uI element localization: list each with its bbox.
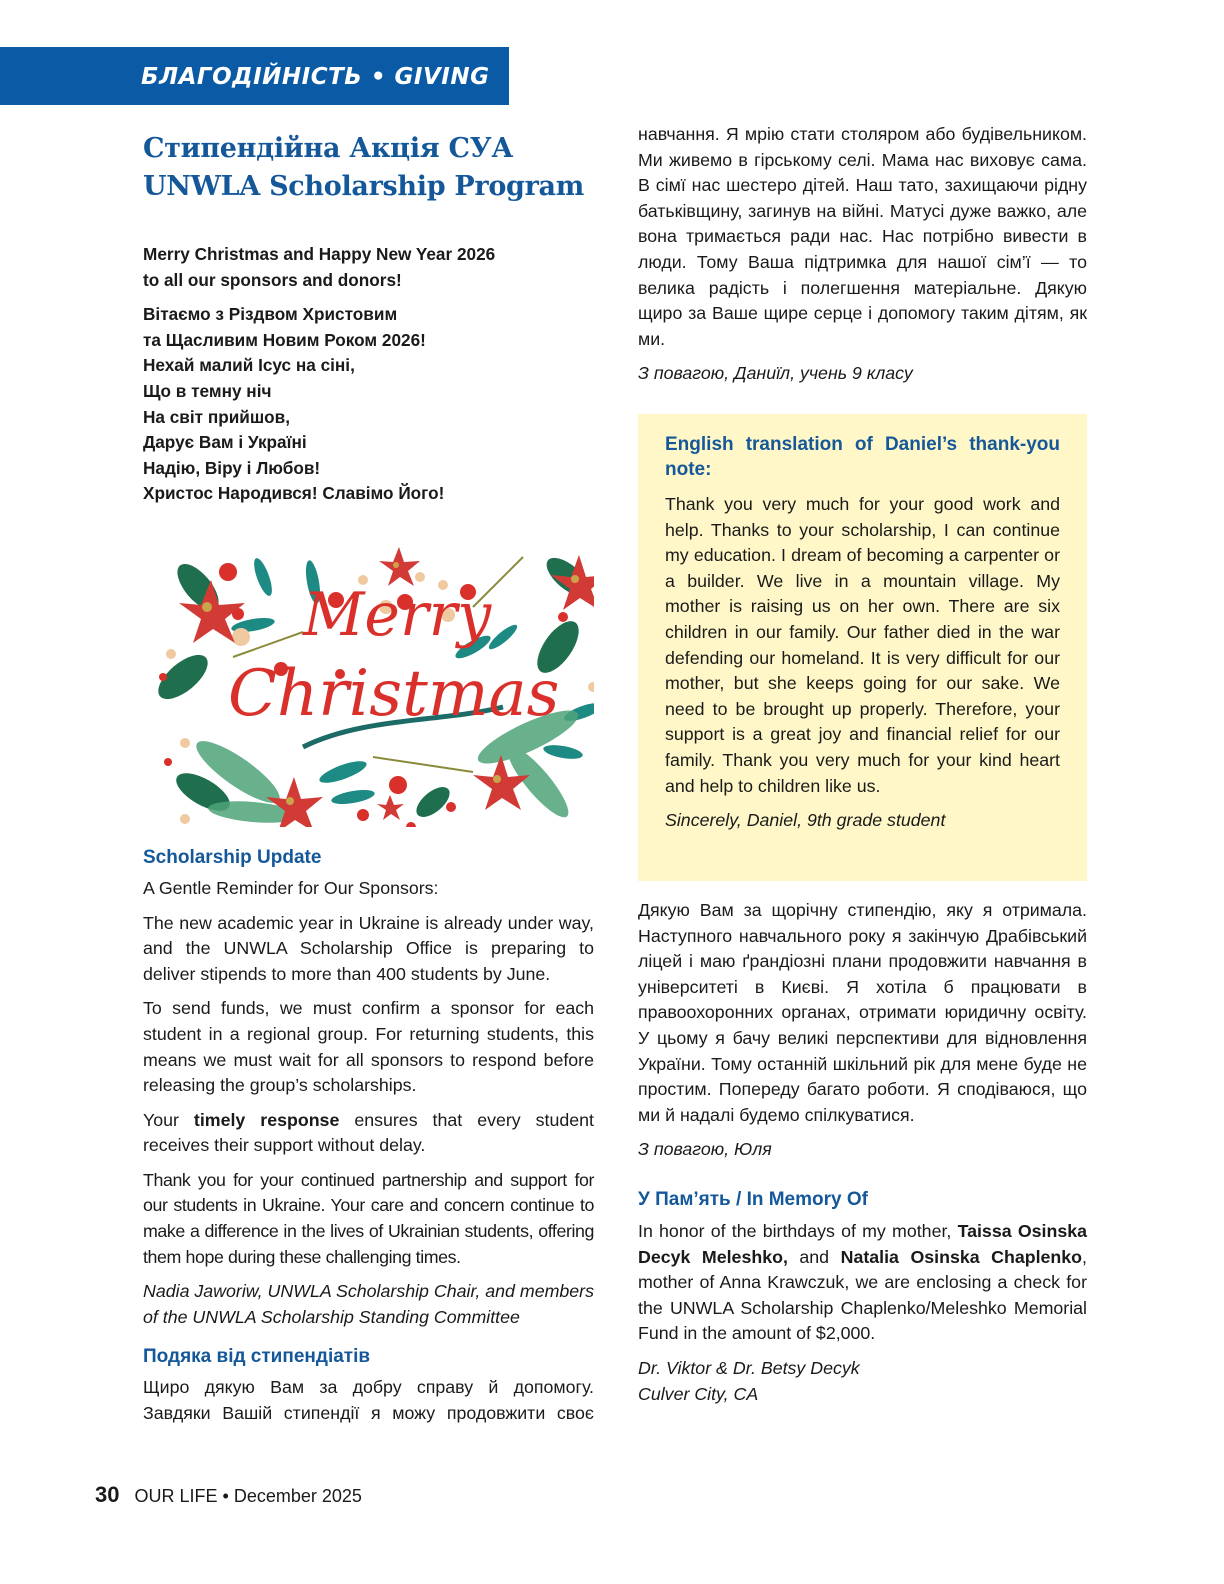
section-label: БЛАГОДІЙНІСТЬ • GIVING (141, 64, 490, 90)
paragraph: навчання. Я мрію стати столяром або будівельником. Ми живемо в гірському селі. Мама нас виховує сама. В сімї нас шестеро дітей. Наш тато, захищаючи рідну батьківщину, загинув на війні. Матусі дуже важко, але вона тримається ради нас. Нас потрібно вивести в люди. Тому Ваша підтримка для нашої сім’ї — то велика радість і полегшення матеріальне. Дякую щиро за Ваше щире серце і допомогу таким дітям, як ми. (638, 124, 1087, 349)
left-column (143, 128, 594, 1427)
signature-line: Culver City, CA (638, 1383, 759, 1404)
honoree-name: Taissa Osinska Decyk Meleshko, (638, 1220, 1088, 1267)
poem-line: та Щасливим Новим Роком 2026! (143, 329, 426, 350)
paragraph: The new academic year in Ukraine is already under way, and the UNWLA Scholarship Office is preparing to deliver stipends to more than 400 students by June. (143, 912, 594, 984)
text: ensures that every student receives their support without delay. (143, 1109, 594, 1156)
paragraph: Thank you very much for your good work and help. Thanks to your scholarship, I can continue my education. I dream of becoming a carpenter or a builder. We live in a mountain village. My mother is raising us on her own. There are six children in our family. Our father died in the war defending our homeland. It is very difficult for our mother, but she keeps going for our sake. We need to be brought up properly. Therefore, your support is a great joy and financial relief for our family. Thank you very much for your kind heart and help to children like us. (665, 494, 1060, 796)
publication-info: OUR LIFE • December 2025 (134, 1486, 362, 1506)
poem-line: Нехай малий Ісус на сіні, (143, 355, 355, 376)
signature: З повагою, Юля (638, 1139, 772, 1160)
section-heading: Scholarship Update (143, 846, 322, 868)
poem-line: Дарує Вам і Україні (143, 432, 307, 453)
poem-line: Що в темну ніч (143, 380, 272, 401)
memory-section (638, 1187, 1087, 1407)
emphasis: timely response (193, 1109, 340, 1130)
signature: Nadia Jaworiw, UNWLA Scholarship Chair, and members of the UNWLA Scholarship Standing Committee (143, 1281, 594, 1327)
callout-heading: English translation of Daniel’s thank-you note: (665, 434, 1060, 480)
title-english: UNWLA Scholarship Program (143, 171, 585, 202)
signature-line: Dr. Viktor & Dr. Betsy Decyk (638, 1357, 860, 1378)
paragraph: To send funds, we must confirm a sponsor for each student in a regional group. For returning students, this means we must wait for all sponsors to respond before releasing the group’s scholarships. (143, 998, 594, 1096)
honoree-name: Natalia Osinska Chaplenko (840, 1246, 1083, 1267)
section-banner (0, 47, 509, 105)
greeting-line: to all our sponsors and donors! (143, 269, 402, 290)
svg-text:Christmas: Christmas (228, 656, 560, 731)
page-number: 30 (95, 1482, 120, 1507)
signature: З повагою, Даниїл, учень 9 класу (638, 363, 913, 384)
text: , mother of Anna Krawczuk, we are enclosing a check for the UNWLA Scholarship Chaplenko/Meleshko Memorial Fund in the amount of $2,000. (638, 1246, 1087, 1344)
section-heading: Подяка від стипендіатів (143, 1346, 371, 1368)
page-footer (95, 1482, 362, 1509)
greeting-poem-ukrainian (143, 302, 594, 507)
paragraph: Дякую Вам за щорічну стипендію, яку я отримала. Наступного навчального року я закінчую Драбівський ліцей і маю ґрандіозні плани продовжити навчання в університеті в Києві. Я хотіла б працювати в правоохоронних органах, отримати юридичну освіту. У цьому я бачу великі перспективи для відновлення України. Тому останній шкільний рік для мене буде не простим. Попереду багато роботи. Я сподіваюся, що ми й надалі будемо спілкуватися. (638, 900, 1087, 1125)
text: In honor of the birthdays of my mother, (638, 1220, 958, 1241)
svg-text:Merry: Merry (303, 579, 492, 650)
poem-line: Вітаємо з Різдвом Христовим (143, 304, 398, 325)
subheading: A Gentle Reminder for Our Sponsors: (143, 877, 439, 898)
thanks-section (143, 1344, 594, 1426)
paragraph: Thank you for your continued partnership and support for our students in Ukraine. Your care and concern continue to make a difference in the lives of Ukrainian students, offering them hope during these challenging times. (143, 1169, 594, 1267)
text: Your (143, 1109, 194, 1130)
holly-wreath-icon (143, 527, 594, 827)
paragraph (143, 1108, 594, 1159)
poem-line: Христос Народився! Славімо Його! (143, 483, 445, 504)
paragraph (638, 1219, 1087, 1347)
poem-line: Надію, Віру і Любов! (143, 457, 321, 478)
greeting-line: Merry Christmas and Happy New Year 2026 (143, 244, 496, 264)
article-title (143, 130, 594, 206)
poem-line: На світ прийшов, (143, 406, 291, 427)
greeting-english (143, 242, 594, 293)
scholarship-update-section (143, 845, 594, 1331)
right-column-lower (638, 898, 1087, 1407)
paragraph: Щиро дякую Вам за добру справу й допомогу. Завдяки Вашій стипендії я можу продовжити своє (143, 1377, 594, 1424)
translation-callout (638, 414, 1087, 881)
title-ukrainian: Стипендійна Акція СУА (143, 133, 514, 164)
right-column (638, 122, 1087, 387)
merry-christmas-illustration (143, 527, 594, 827)
section-heading: У Пам’ять / In Memory Of (638, 1188, 868, 1210)
text: and (787, 1246, 841, 1267)
signature (638, 1356, 1087, 1407)
signature: Sincerely, Daniel, 9th grade student (665, 810, 946, 831)
